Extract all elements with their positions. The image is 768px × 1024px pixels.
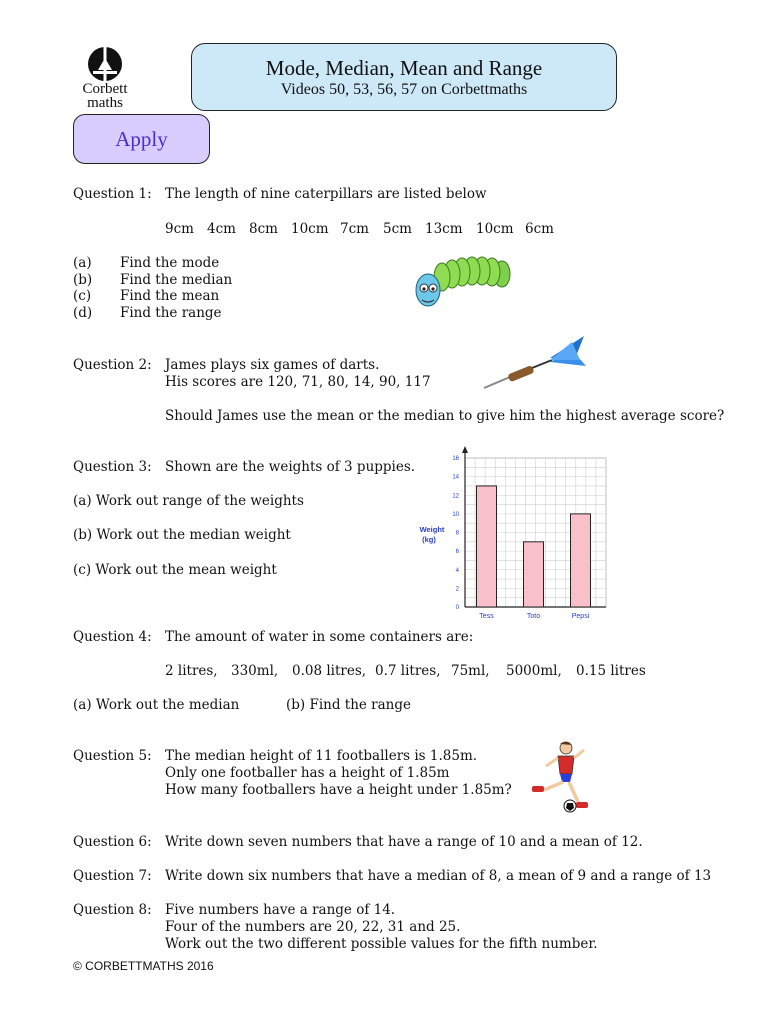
q1-value: 9cm (165, 221, 194, 237)
chart-y-tick-label: 12 (452, 493, 459, 500)
apply-badge-label: Apply (115, 127, 168, 151)
puppy-weight-chart (412, 444, 612, 624)
q3-number: Question 3: (73, 459, 152, 475)
q4-text: The amount of water in some containers are: (165, 629, 474, 645)
chart-canvas (412, 444, 612, 624)
q1-part-label: (d) (73, 305, 93, 321)
q6-text: Write down seven numbers that have a range of 10 and a mean of 12. (165, 834, 643, 850)
q1-part-text: Find the mode (120, 255, 220, 271)
chart-y-tick-label: 2 (455, 586, 459, 593)
q1-part-text: Find the median (120, 272, 233, 288)
chart-y-tick-label: 0 (455, 605, 459, 611)
chart-y-tick-label: 6 (455, 549, 459, 556)
logo-text-line1: Corbett (82, 81, 128, 97)
corbettmaths-logo-icon (85, 46, 125, 82)
q1-part-text: Find the mean (120, 288, 220, 304)
q1-part-label: (c) (73, 288, 92, 304)
chart-y-tick-label: 16 (452, 456, 459, 462)
page-title: Mode, Median, Mean and Range (265, 56, 543, 80)
q1-part-label: (b) (73, 272, 93, 288)
chart-bar (477, 486, 497, 607)
footballer-icon (522, 740, 598, 814)
chart-bar (524, 542, 544, 607)
chart-y-axis-arrow (462, 446, 468, 453)
q8-line1: Five numbers have a range of 14. (165, 902, 396, 918)
apply-badge (73, 114, 210, 164)
q3-part-c: (c) Work out the mean weight (73, 562, 277, 578)
copyright-footer: © CORBETTMATHS 2016 (73, 959, 214, 973)
q5-line1: The median height of 11 footballers is 1.85m. (165, 748, 478, 764)
q1-value: 13cm (425, 221, 463, 237)
q1-number: Question 1: (73, 186, 152, 202)
chart-bar (571, 514, 591, 607)
chart-y-tick-label: 4 (455, 567, 459, 574)
q4-value: 0.08 litres, (292, 663, 367, 679)
q8-line2: Four of the numbers are 20, 22, 31 and 25. (165, 919, 461, 935)
q4-value: 5000ml, (506, 663, 562, 679)
q2-line2: His scores are 120, 71, 80, 14, 90, 117 (165, 374, 431, 390)
q7-text: Write down six numbers that have a median of 8, a mean of 9 and a range of 13 (165, 868, 712, 884)
q3-text: Shown are the weights of 3 puppies. (165, 459, 416, 475)
chart-x-tick-label: Pepsi (571, 613, 590, 620)
chart-x-tick-label: Toto (526, 613, 541, 620)
chart-y-label: (kg) (422, 535, 436, 544)
q6-number: Question 6: (73, 834, 152, 850)
q1-value: 10cm (476, 221, 514, 237)
q1-value: 4cm (207, 221, 236, 237)
q4-value: 75ml, (451, 663, 490, 679)
chart-y-label: Weight (419, 525, 445, 534)
logo-text-line2: maths (87, 95, 123, 111)
q5-line2: Only one footballer has a height of 1.85m (165, 765, 450, 781)
q4-part-b: (b) Find the range (286, 697, 412, 713)
q1-value: 5cm (383, 221, 412, 237)
q4-value: 330ml, (231, 663, 279, 679)
chart-y-tick-label: 10 (452, 511, 459, 518)
q4-value: 0.15 litres (576, 663, 646, 679)
q8-line3: Work out the two different possible values for the fifth number. (165, 936, 598, 952)
q5-line3: How many footballers have a height under 1.85m? (165, 782, 512, 798)
caterpillar-icon (412, 256, 512, 312)
q3-part-b: (b) Work out the median weight (73, 527, 291, 543)
chart-y-tick-label: 14 (452, 474, 459, 481)
dart-icon (480, 332, 590, 394)
q4-value: 2 litres, (165, 663, 218, 679)
q2-line1: James plays six games of darts. (165, 357, 380, 373)
q1-value: 10cm (291, 221, 329, 237)
q2-number: Question 2: (73, 357, 152, 373)
chart-y-tick-label: 8 (455, 530, 459, 537)
q7-number: Question 7: (73, 868, 152, 884)
q1-text: The length of nine caterpillars are listed below (165, 186, 487, 202)
q1-value: 6cm (525, 221, 554, 237)
q1-value: 8cm (249, 221, 278, 237)
q1-part-text: Find the range (120, 305, 222, 321)
q5-number: Question 5: (73, 748, 152, 764)
q4-number: Question 4: (73, 629, 152, 645)
q4-value: 0.7 litres, (375, 663, 441, 679)
q2-line3: Should James use the mean or the median to give him the highest average score? (165, 408, 725, 424)
q4-part-a: (a) Work out the median (73, 697, 240, 713)
corbettmaths-logo (72, 46, 138, 111)
q1-value: 7cm (340, 221, 369, 237)
page-subtitle: Videos 50, 53, 56, 57 on Corbettmaths (280, 81, 528, 98)
q1-part-label: (a) (73, 255, 92, 271)
title-box (191, 43, 617, 111)
chart-x-tick-label: Tess (479, 613, 494, 620)
q3-part-a: (a) Work out range of the weights (73, 493, 304, 509)
q8-number: Question 8: (73, 902, 152, 918)
